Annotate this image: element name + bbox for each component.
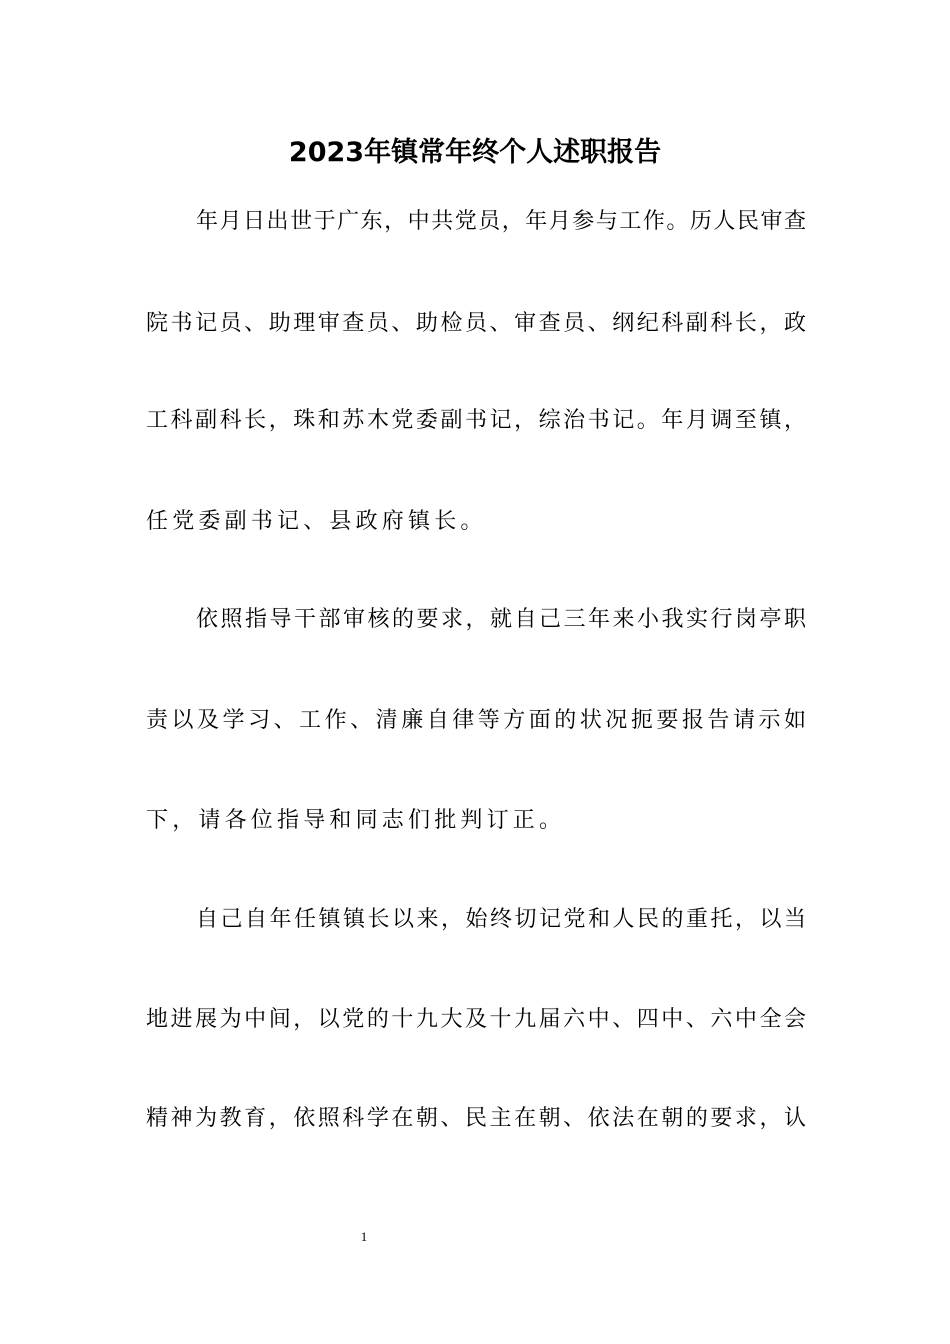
paragraph-line: 工科副科长，珠和苏木党委副书记，综治书记。年月调至镇， — [146, 408, 806, 433]
paragraph-line: 地进展为中间，以党的十九大及十九届六中、四中、六中全会 — [146, 1007, 806, 1032]
paragraph-line: 精神为教育，依照科学在朝、民主在朝、依法在朝的要求，认 — [146, 1106, 806, 1131]
paragraph-line: 下，请各位指导和同志们批判订正。 — [146, 808, 566, 833]
paragraph-line: 年月日出世于广东，中共党员，年月参与工作。历人民审查 — [196, 209, 806, 234]
paragraph-line: 任党委副书记、县政府镇长。 — [146, 509, 487, 534]
page-number: 1 — [360, 1229, 368, 1244]
paragraph-line: 依照指导干部审核的要求，就自己三年来小我实行岗亭职 — [196, 607, 806, 632]
paragraph-line: 自己自年任镇镇长以来，始终切记党和人民的重托，以当 — [196, 907, 806, 932]
paragraph-line: 责以及学习、工作、清廉自律等方面的状况扼要报告请示如 — [146, 708, 806, 733]
paragraph-line: 院书记员、助理审查员、助检员、审查员、纲纪科副科长，政 — [146, 311, 806, 336]
document-title: 2023年镇常年终个人述职报告 — [288, 137, 662, 168]
